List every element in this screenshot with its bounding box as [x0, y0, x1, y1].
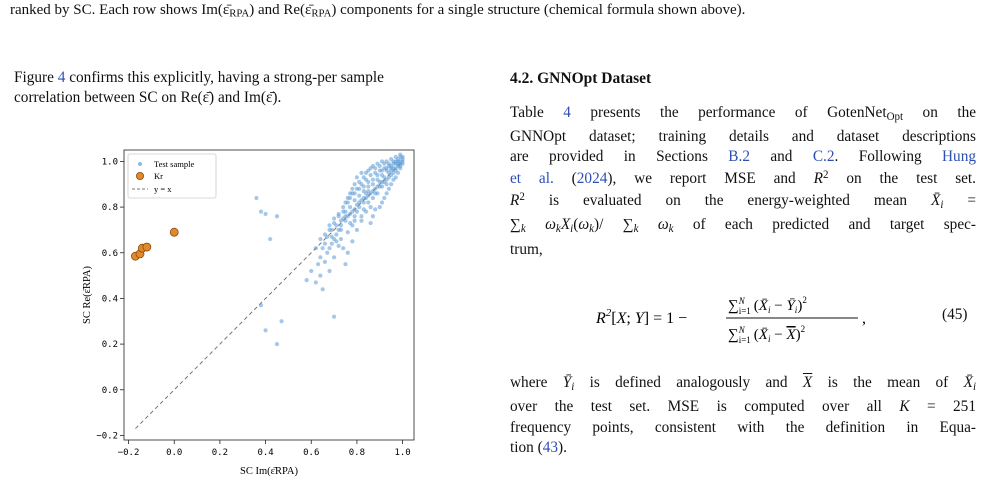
test-sample-point [366, 180, 370, 184]
caption-text-start: ranked by SC. Each row shows [10, 2, 202, 18]
test-sample-point [314, 246, 318, 250]
test-sample-point [341, 205, 345, 209]
equation-45 [596, 287, 986, 347]
test-sample-point [369, 221, 373, 225]
para1-line-6: $\sum_k$ $\omega_kX_i(\omega_k)/$ $\sum_k$ $\omega_k$ of each predicted and target spec- [510, 216, 977, 236]
test-sample-point [275, 342, 279, 346]
legend-test-marker [138, 162, 142, 166]
test-sample-point [337, 214, 341, 218]
test-sample-point [346, 230, 350, 234]
test-sample-point [391, 178, 395, 182]
test-sample-point [337, 244, 341, 248]
x-tick-label: 0.8 [348, 448, 366, 458]
test-sample-point [321, 287, 325, 291]
test-sample-point [359, 171, 363, 175]
test-sample-point [327, 269, 331, 273]
y-tick-label: 1.0 [101, 157, 118, 168]
legend-kr-label: Kr [154, 171, 163, 181]
test-sample-point [330, 242, 334, 246]
eq-denominator: ∑$^N$ i=1 $(X̄_i - X)^2$ [728, 324, 806, 345]
test-sample-point [398, 155, 402, 159]
test-sample-point [348, 196, 352, 200]
test-sample-point [259, 210, 263, 214]
test-sample-point [373, 207, 377, 211]
test-sample-point [316, 262, 320, 266]
y-tick-label: 0.2 [101, 340, 118, 351]
x-axis-label: SC Im(ε̄RPA) [240, 466, 298, 477]
left-paragraph [14, 68, 476, 108]
test-sample-point [375, 184, 379, 188]
caption-text-end: components for a single structure (chemical formula shown above). [336, 2, 746, 18]
test-sample-point [259, 303, 263, 307]
test-sample-point [268, 237, 272, 241]
eq-tail: , [862, 310, 866, 327]
test-sample-point [353, 191, 357, 195]
test-sample-point [366, 200, 370, 204]
test-sample-point [350, 187, 354, 191]
test-sample-point [369, 205, 373, 209]
section-ref-b2-link[interactable]: B.2 [728, 147, 750, 165]
para2-line-2: over the test set. MSE is computed over all K = 251 [510, 398, 976, 416]
test-sample-point [305, 278, 309, 282]
para2-line-4: tion (43). [510, 439, 567, 457]
left-para-text-b: confirms this explicitly, having a strong-per sample [65, 69, 384, 86]
test-sample-point [394, 159, 398, 163]
test-sample-point [389, 164, 393, 168]
test-sample-point [378, 164, 382, 168]
test-sample-point [396, 171, 400, 175]
test-sample-point [389, 168, 393, 172]
test-sample-point [309, 269, 313, 273]
test-sample-point [332, 216, 336, 220]
right-column [510, 0, 982, 493]
citation-hung-link[interactable]: Hung [942, 147, 976, 165]
test-sample-point [263, 212, 267, 216]
para1-line-5: $R^2$ is evaluated on the energy-weighted mean $X̄_i$ = [510, 191, 976, 212]
gotennet-subscript: Opt [886, 110, 904, 123]
x-tick-label: 1.0 [394, 448, 411, 458]
para1-line-2: GNNOpt dataset; training details and dataset descriptions [510, 128, 976, 146]
test-sample-point [378, 205, 382, 209]
y-tick-label: −0.2 [96, 431, 118, 442]
para1-line-1: Table 4 presents the performance of GotenNet$_{Opt}$ on the [510, 104, 977, 123]
eq-numerator: ∑$^N$ i=1 ($X̄_i$ − $Ȳ_i)^2$ [728, 295, 807, 316]
right-paragraph-2 [510, 373, 976, 459]
y-tick-label: 0.6 [101, 248, 118, 259]
test-sample-point [362, 184, 366, 188]
citation-year-link[interactable]: 2024 [576, 169, 608, 187]
legend-test-label: Test sample [154, 159, 195, 169]
test-sample-point [341, 246, 345, 250]
test-sample-point [371, 178, 375, 182]
test-sample-point [263, 328, 267, 332]
eq-lhs: $R^2[X$; Y] = 1 − [596, 307, 688, 327]
test-sample-point [341, 216, 345, 220]
y-tick-label: 0.8 [101, 203, 118, 214]
legend-ref-label: y = x [154, 184, 172, 194]
test-sample-point [362, 207, 366, 211]
test-sample-point [380, 173, 384, 177]
test-sample-point [380, 200, 384, 204]
test-sample-point [359, 214, 363, 218]
test-sample-point [371, 182, 375, 186]
test-sample-point [373, 166, 377, 170]
test-sample-point [323, 242, 327, 246]
test-sample-point [343, 262, 347, 266]
y-axis-label: SC Re(ε̄RPA) [82, 266, 93, 324]
x-tick-label: 0.0 [166, 448, 183, 458]
test-sample-point [369, 166, 373, 170]
para1-line-4: et al. (2024), we report MSE and $R^2$ on the test set. [510, 168, 977, 187]
test-sample-point [359, 219, 363, 223]
figure-caption: ranked by SC. Each row shows $Im(\varepsilon̄_{RPA})$ and $Re(\varepsilon̄_{RPA})$ components for a single structure (chemical formula shown above). [10, 2, 746, 20]
section-title: GNNOpt Dataset [537, 70, 652, 87]
test-sample-point [389, 182, 393, 186]
test-sample-point [355, 203, 359, 207]
test-sample-point [398, 162, 402, 166]
figure-ref-link[interactable]: 4 [57, 69, 66, 86]
test-sample-point [375, 178, 379, 182]
test-sample-point [375, 173, 379, 177]
test-sample-point [339, 223, 343, 227]
test-sample-point [339, 237, 343, 241]
y-tick-label: 0.4 [101, 294, 118, 305]
test-sample-point [384, 191, 388, 195]
test-sample-point [353, 182, 357, 186]
test-sample-point [323, 260, 327, 264]
para1-line-3: are provided in Sections B.2 and C.2. Following Hung [510, 147, 976, 165]
legend-kr-marker [136, 172, 143, 179]
test-sample-point [327, 223, 331, 227]
test-sample-point [371, 214, 375, 218]
right-paragraph-1 [510, 103, 976, 259]
test-sample-point [321, 246, 325, 250]
test-sample-point [325, 251, 329, 255]
test-sample-point [341, 210, 345, 214]
test-sample-point [343, 200, 347, 204]
test-sample-point [318, 273, 322, 277]
caption-rpa-sub: RPA [229, 7, 250, 20]
test-sample-point [350, 239, 354, 243]
test-sample-point [330, 235, 334, 239]
kr-point [170, 228, 178, 236]
test-sample-point [332, 221, 336, 225]
test-sample-point [380, 180, 384, 184]
y-tick-label: 0.0 [101, 385, 118, 396]
section-ref-c2-link[interactable]: C.2 [812, 147, 835, 165]
equation-number: (45) [942, 306, 968, 323]
caption-re-label: Re(ε̄ [283, 2, 312, 18]
section-number: 4.2. [510, 70, 534, 87]
test-sample-point [364, 191, 368, 195]
test-sample-point [369, 173, 373, 177]
x-tick-label: 0.4 [257, 448, 274, 458]
test-sample-point [384, 166, 388, 170]
citation-etal-link[interactable]: et al. [510, 169, 554, 187]
equation-ref-link[interactable]: 43 [542, 439, 559, 457]
test-sample-point [364, 171, 368, 175]
test-sample-point [357, 187, 361, 191]
test-sample-point [332, 315, 336, 319]
test-sample-point [380, 168, 384, 172]
para2-line-3: frequency points, consistent with the definition in Equa- [510, 418, 976, 436]
test-sample-point [348, 221, 352, 225]
test-sample-point [382, 196, 386, 200]
test-sample-point [323, 232, 327, 236]
x-tick-label: 0.6 [303, 448, 320, 458]
test-sample-point [279, 319, 283, 323]
test-sample-point [254, 196, 258, 200]
test-sample-point [355, 228, 359, 232]
test-sample-point [353, 198, 357, 202]
test-sample-point [387, 187, 391, 191]
test-sample-point [357, 180, 361, 184]
test-sample-point [346, 251, 350, 255]
left-para-text-c: correlation between SC on Re(ε̄) and Im(ε̄). [14, 89, 282, 106]
test-sample-point [382, 162, 386, 166]
test-sample-point [337, 228, 341, 232]
test-sample-point [348, 191, 352, 195]
para2-line-1: where $Ȳ_i$ is defined analogously and $\overline{X}$ is the mean of $X̄_i$ [510, 374, 976, 393]
left-para-text-a: Figure [14, 69, 58, 86]
test-sample-point [327, 246, 331, 250]
test-sample-point [348, 205, 352, 209]
test-sample-point [362, 175, 366, 179]
test-sample-point [334, 232, 338, 236]
para1-line-7: trum, [510, 240, 543, 258]
caption-im-label: Im(ε̄ [201, 2, 230, 18]
x-tick-label: 0.2 [211, 448, 229, 458]
test-sample-point [327, 228, 331, 232]
caption-text-mid: and [254, 2, 284, 18]
table-ref-link[interactable]: 4 [563, 104, 571, 121]
caption-rpa-sub-2: RPA [311, 7, 332, 20]
scatter-figure [52, 140, 442, 480]
test-sample-point [353, 219, 357, 223]
test-sample-point [355, 175, 359, 179]
test-sample-point [366, 184, 370, 188]
test-sample-point [314, 280, 318, 284]
test-sample-point [275, 214, 279, 218]
test-sample-point [357, 194, 361, 198]
scatter-plot [52, 140, 442, 480]
kr-point [143, 243, 151, 251]
test-sample-point [318, 255, 322, 259]
test-sample-point [332, 255, 336, 259]
section-heading [510, 70, 651, 88]
test-sample-point [353, 214, 357, 218]
test-sample-point [318, 237, 322, 241]
x-tick-label: −0.2 [117, 448, 140, 458]
test-sample-point [371, 196, 375, 200]
